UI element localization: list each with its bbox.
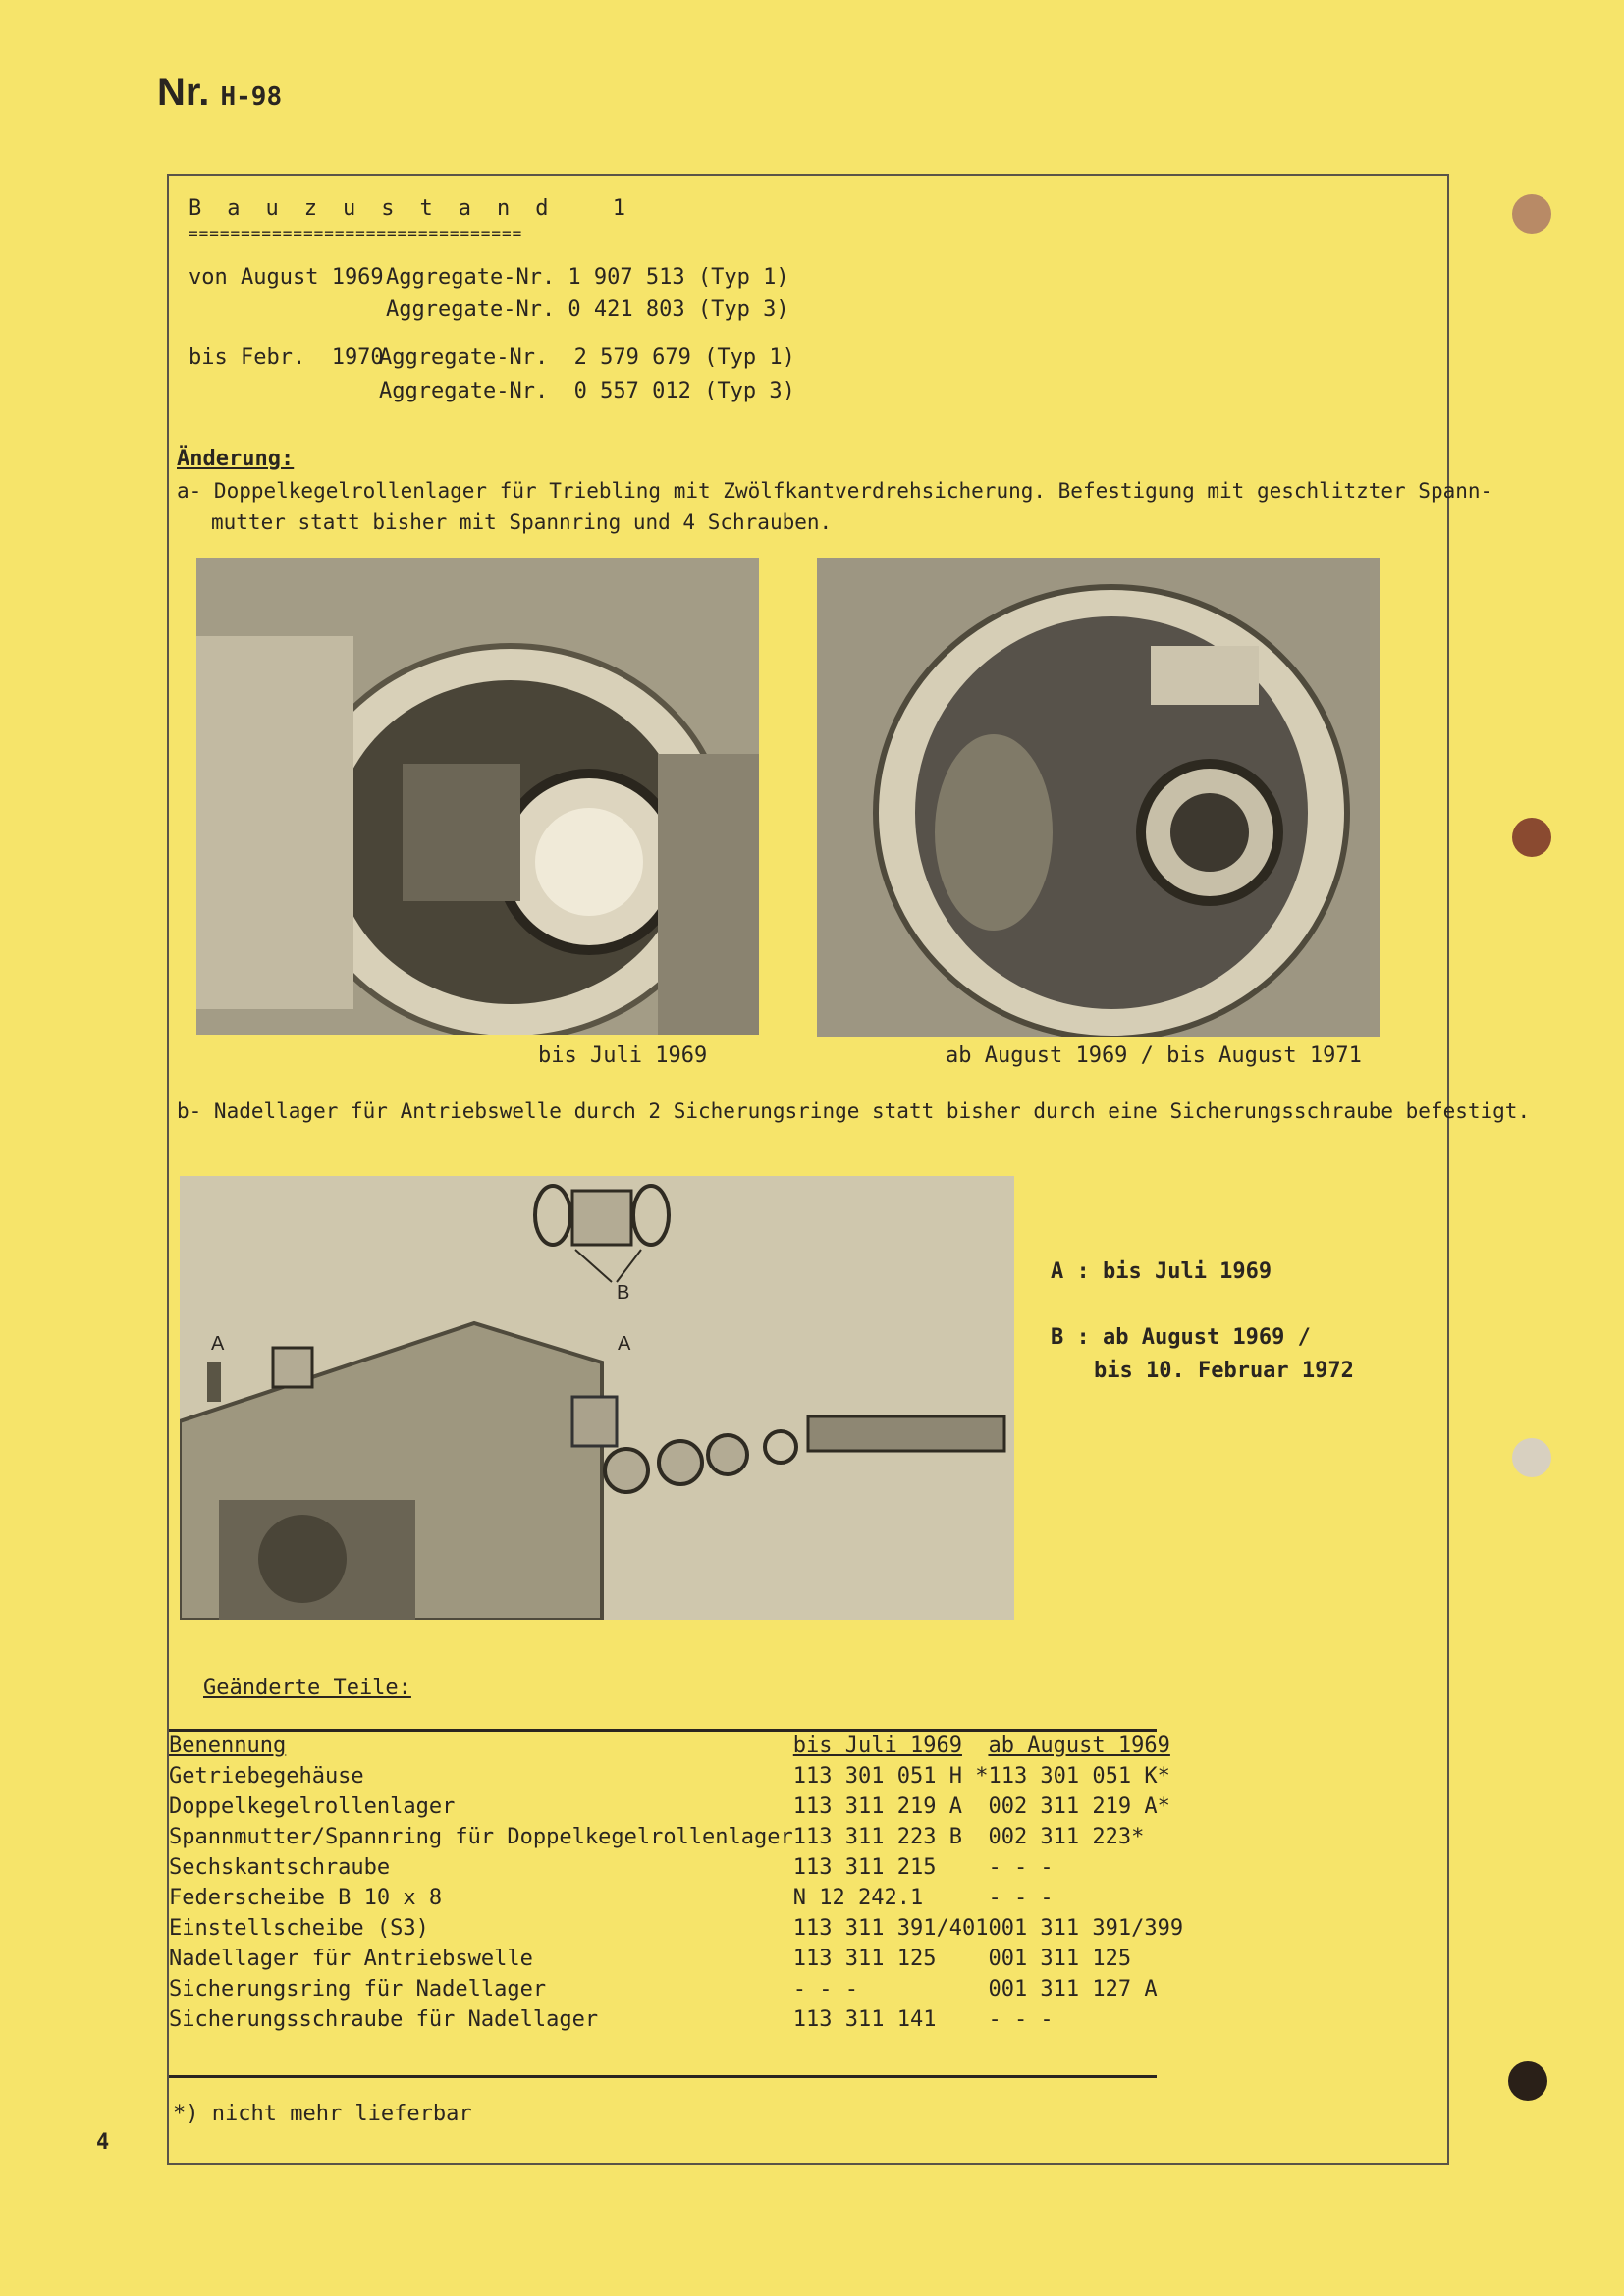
parts-table [169, 1731, 1183, 2035]
change-label: Änderung: [177, 447, 295, 471]
parts-title: Geänderte Teile: [203, 1676, 411, 1700]
spec-text: Aggregate-Nr. 2 579 679 (Typ 1) [379, 346, 795, 370]
part-new: 001 311 127 A [988, 1977, 1158, 2002]
punch-hole [1512, 818, 1551, 857]
part-name: Sicherungsring für Nadellager [169, 1977, 547, 2002]
spec-prefix: von August 1969 [189, 265, 384, 290]
part-old: N 12 242.1 [792, 1886, 924, 1910]
col-bis-juli: bis Juli 1969 [792, 1734, 962, 1758]
heading-underline: ================================ [189, 224, 523, 242]
part-name: Einstellscheibe (S3) [169, 1916, 429, 1941]
part-old: 113 311 141 [792, 2007, 937, 2032]
part-new: 001 311 391/399 [988, 1916, 1184, 1941]
section-heading: Bauzustand 1 [189, 196, 651, 221]
table-row [169, 1791, 1183, 1822]
spec-prefix: bis Febr. 1970 [189, 346, 384, 370]
col-benennung: Benennung [169, 1734, 287, 1758]
photo-label-a: A [211, 1333, 225, 1355]
table-row [169, 1913, 1183, 1944]
part-name: Getriebegehäuse [169, 1764, 364, 1789]
doc-number-value: H-98 [220, 82, 283, 112]
table-row [169, 1761, 1183, 1791]
change-item-b: b- Nadellager für Antriebswelle durch 2 Sicherungsringe statt bisher durch eine Sicherungsschraube befestigt. [177, 1099, 1531, 1123]
photo-gearbox-after [817, 558, 1380, 1037]
table-row [169, 2004, 1183, 2035]
part-old: 113 311 215 [792, 1855, 937, 1880]
photo-label-b: B [617, 1282, 630, 1304]
punch-hole [1508, 2061, 1547, 2101]
gearbox-photo-illustration [817, 558, 1380, 1037]
part-new: 113 301 051 K* [988, 1764, 1170, 1789]
spec-text: Aggregate-Nr. 0 421 803 (Typ 3) [386, 297, 789, 322]
caption-after: ab August 1969 / bis August 1971 [946, 1043, 1362, 1068]
legend-b-cont: bis 10. Februar 1972 [1094, 1359, 1354, 1383]
part-old: - - - [792, 1977, 858, 2002]
change-item-a-cont: mutter statt bisher mit Spannring und 4 Schrauben. [211, 510, 833, 534]
spec-text: Aggregate-Nr. 1 907 513 (Typ 1) [386, 265, 789, 290]
exploded-view-illustration [180, 1176, 1014, 1620]
part-name: Nadellager für Antriebswelle [169, 1947, 533, 1971]
part-new: 002 311 219 A* [988, 1794, 1170, 1819]
table-row [169, 1822, 1183, 1852]
gearbox-photo-illustration [196, 558, 759, 1035]
part-new: 001 311 125 [988, 1947, 1132, 1971]
part-name: Spannmutter/Spannring für Doppelkegelrollenlager [169, 1825, 793, 1849]
part-old: 113 311 223 B [792, 1825, 962, 1849]
part-new: - - - [988, 1855, 1054, 1880]
punch-hole [1512, 1438, 1551, 1477]
legend-a: A : bis Juli 1969 [1051, 1259, 1272, 1284]
part-old: 113 311 125 [792, 1947, 937, 1971]
page-number: 4 [96, 2130, 110, 2155]
part-name: Federscheibe B 10 x 8 [169, 1886, 443, 1910]
photo-needle-bearing [180, 1176, 1014, 1620]
spec-text: Aggregate-Nr. 0 557 012 (Typ 3) [379, 379, 795, 403]
table-bottom-rule [169, 2075, 1157, 2078]
part-name: Doppelkegelrollenlager [169, 1794, 456, 1819]
change-item-a: a- Doppelkegelrollenlager für Triebling mit Zwölfkantverdrehsicherung. Befestigung mit geschlitzter Spann- [177, 479, 1493, 503]
part-old: 113 301 051 H * [792, 1764, 989, 1789]
part-new: - - - [988, 2007, 1054, 2032]
part-old: 113 311 219 A [792, 1794, 962, 1819]
part-new: 002 311 223* [988, 1825, 1145, 1849]
punch-hole [1512, 194, 1551, 234]
document-number [157, 71, 282, 115]
table-row [169, 1944, 1183, 1974]
part-name: Sicherungsschraube für Nadellager [169, 2007, 599, 2032]
table-row [169, 1974, 1183, 2004]
table-row [169, 1883, 1183, 1913]
footnote: *) nicht mehr lieferbar [173, 2102, 472, 2126]
part-old: 113 311 391/401 [792, 1916, 989, 1941]
doc-number-label: Nr. [157, 71, 210, 114]
table-header-row [169, 1731, 1183, 1761]
caption-before: bis Juli 1969 [538, 1043, 708, 1068]
part-new: - - - [988, 1886, 1054, 1910]
photo-gearbox-before [196, 558, 759, 1035]
col-ab-august: ab August 1969 [988, 1734, 1170, 1758]
legend-b: B : ab August 1969 / [1051, 1325, 1311, 1350]
photo-label-a: A [618, 1333, 631, 1355]
table-row [169, 1852, 1183, 1883]
part-name: Sechskantschraube [169, 1855, 391, 1880]
